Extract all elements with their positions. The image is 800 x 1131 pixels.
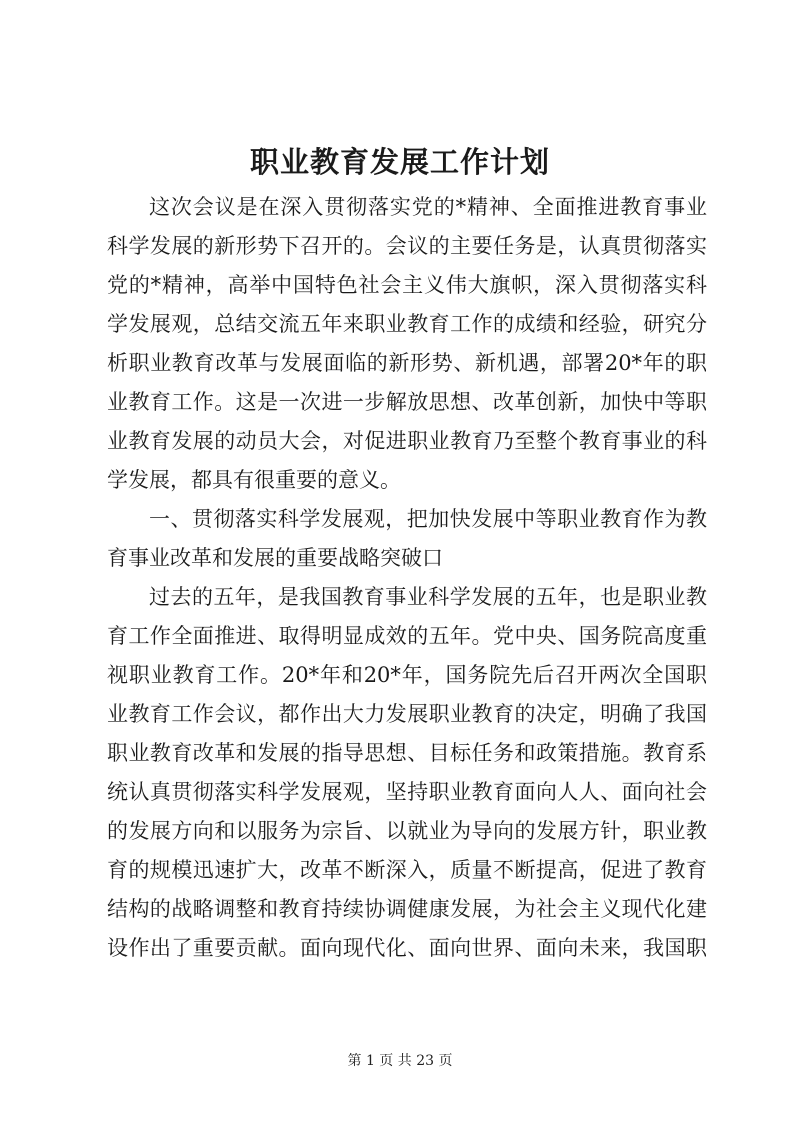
document-title: 职业教育发展工作计划 [249, 145, 550, 179]
paragraph-line: 育的规模迅速扩大，改革不断深入，质量不断提高，促进了教育 [107, 858, 707, 882]
paragraph-line: 业教育工作。这是一次进一步解放思想、改革创新，加快中等职 [107, 390, 707, 414]
paragraph-line: 育工作全面推进、取得明显成效的五年。党中央、国务院高度重 [107, 624, 707, 648]
paragraph-line: 统认真贯彻落实科学发展观，坚持职业教育面向人人、面向社会 [107, 780, 707, 804]
paragraph-line: 业教育发展的动员大会，对促进职业教育乃至整个教育事业的科 [107, 429, 707, 453]
paragraph-line: 这次会议是在深入贯彻落实党的*精神、全面推进教育事业 [149, 195, 707, 219]
section-heading [107, 500, 707, 578]
page-number-footer: 第 1 页 共 23 页 [347, 1053, 453, 1069]
paragraph-line: 结构的战略调整和教育持续协调健康发展，为社会主义现代化建 [107, 897, 707, 921]
paragraph-line: 过去的五年，是我国教育事业科学发展的五年，也是职业教 [149, 585, 707, 609]
paragraph-line: 党的*精神，高举中国特色社会主义伟大旗帜，深入贯彻落实科 [107, 273, 707, 297]
paragraph-line: 析职业教育改革与发展面临的新形势、新机遇，部署20*年的职 [107, 351, 707, 375]
paragraph-line: 学发展观，总结交流五年来职业教育工作的成绩和经验，研究分 [107, 312, 707, 336]
paragraph-line: 学发展，都具有很重要的意义。 [107, 468, 401, 492]
paragraph-line: 视职业教育工作。20*年和20*年，国务院先后召开两次全国职 [107, 663, 707, 687]
paragraph-line: 业教育工作会议，都作出大力发展职业教育的决定，明确了我国 [107, 702, 707, 726]
paragraph-line: 一、贯彻落实科学发展观，把加快发展中等职业教育作为教 [149, 507, 707, 531]
paragraph-intro [107, 188, 707, 500]
paragraph-line: 科学发展的新形势下召开的。会议的主要任务是，认真贯彻落实 [107, 234, 707, 258]
paragraph-line: 职业教育改革和发展的指导思想、目标任务和政策措施。教育系 [107, 741, 707, 765]
paragraph-line: 育事业改革和发展的重要战略突破口 [107, 546, 443, 570]
paragraph-line: 的发展方向和以服务为宗旨、以就业为导向的发展方针，职业教 [107, 819, 707, 843]
paragraph-review [107, 578, 707, 968]
document-body [107, 188, 707, 968]
paragraph-line: 设作出了重要贡献。面向现代化、面向世界、面向未来，我国职 [107, 936, 707, 960]
